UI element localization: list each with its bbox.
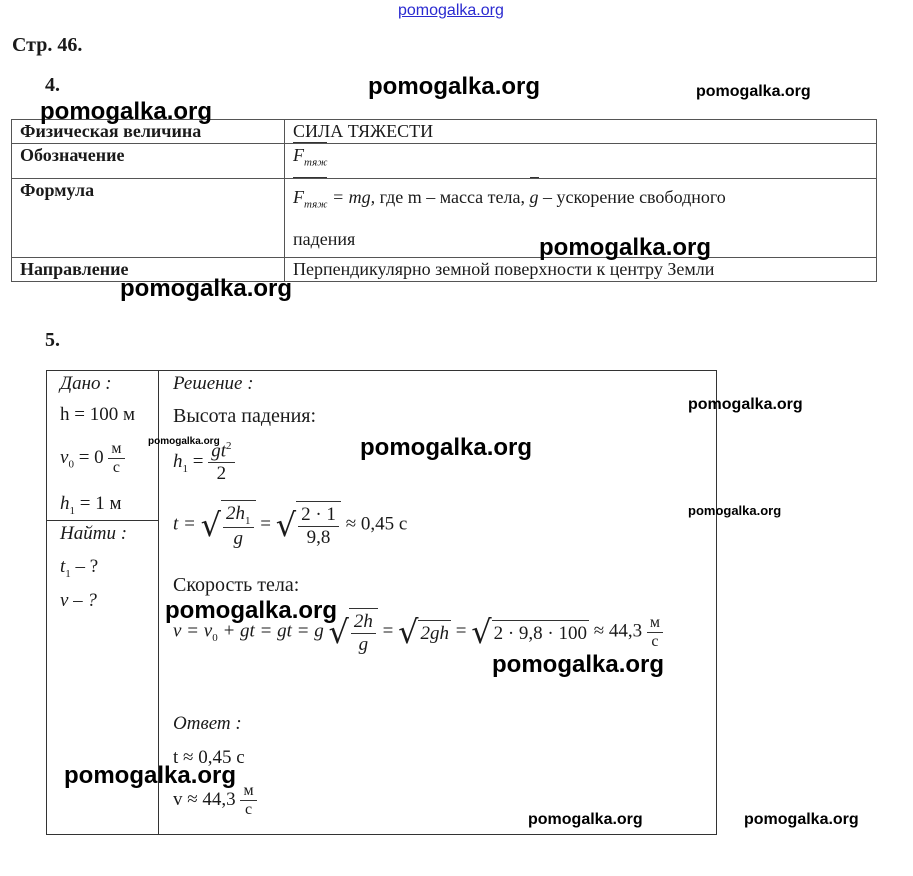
row-label: Направление: [12, 257, 285, 281]
watermark: pomogalka.org: [539, 234, 712, 261]
watermark: pomogalka.org: [120, 275, 293, 302]
h1-formula: $h_1$ = $\frac{gt^2}{2}$: [173, 440, 235, 485]
watermark: pomogalka.org: [744, 811, 859, 828]
speed-label: Скорость тела:: [173, 574, 300, 596]
height-label: Высота падения:: [173, 405, 317, 427]
watermark: pomogalka.org: [528, 811, 643, 828]
formula-text-line2: падения: [293, 228, 356, 249]
g-symbol: g: [530, 180, 539, 214]
given-h: h = 100 м: [60, 404, 135, 425]
row-value: Перпендикулярно земной поверхности к центру Земли: [285, 257, 877, 281]
watermark: pomogalka.org: [40, 98, 213, 125]
row-value: [285, 144, 877, 179]
find-title: Найти :: [60, 523, 128, 544]
watermark: pomogalka.org: [148, 436, 220, 447]
row-label: Обозначение: [12, 144, 285, 179]
frame-divider: [46, 520, 159, 521]
solution-title: Решение :: [173, 373, 254, 394]
watermark: pomogalka.org: [696, 83, 811, 100]
watermark: pomogalka.org: [64, 762, 237, 789]
watermark: pomogalka.org: [688, 503, 782, 518]
given-title: Дано :: [60, 373, 112, 394]
v-formula: $v = v_0$ + gt = gt = g √ $\frac{2h}{g}$ = √ 2gh = √ 2 · 9,8 · 100 ≈ 44,3 $\frac{м}{с}$: [173, 608, 663, 656]
watermark: pomogalka.org: [368, 73, 541, 100]
row-label: Формула: [12, 179, 285, 258]
formula-rhs: = mg,: [331, 187, 376, 207]
force-symbol: $F_{тяж}$: [293, 180, 327, 222]
formula-text-end: – ускорение свободного: [543, 187, 726, 207]
find-v: v – ?: [60, 590, 97, 611]
watermark: pomogalka.org: [492, 651, 665, 678]
row-label: Физическая величина: [12, 120, 285, 144]
given-h1: $h_1 = 1$ м: [60, 493, 122, 517]
given-v0: $v_0 = 0$ $\frac{м}{с}$: [60, 440, 125, 477]
answer-v: v ≈ 44,3 $\frac{м}{с}$: [173, 782, 257, 819]
formula-text: где m – масса тела,: [379, 187, 525, 207]
answer-title: Ответ :: [173, 713, 242, 734]
physics-quantity-table: [11, 119, 877, 282]
force-symbol: $F_{тяж}$: [293, 145, 328, 169]
t-formula: t = √ $\frac{2h_1}{g}$ = √ $\frac{2 \cdot 1}{9,8}$ ≈ 0,45 с: [173, 500, 407, 550]
row-value: СИЛА ТЯЖЕСТИ: [285, 120, 877, 144]
find-t1: $t_1$ – ?: [60, 556, 99, 580]
answer-t: t ≈ 0,45 с: [173, 747, 245, 768]
watermark: pomogalka.org: [688, 396, 803, 413]
watermark: pomogalka.org: [165, 597, 338, 624]
task-4-number: 4.: [45, 74, 60, 96]
watermark: pomogalka.org: [360, 434, 533, 461]
table-row: [12, 179, 877, 258]
page-number: Стр. 46.: [12, 34, 83, 56]
site-link[interactable]: pomogalka.org: [398, 2, 504, 19]
table-row: [12, 144, 877, 179]
task-5-number: 5.: [45, 329, 60, 351]
